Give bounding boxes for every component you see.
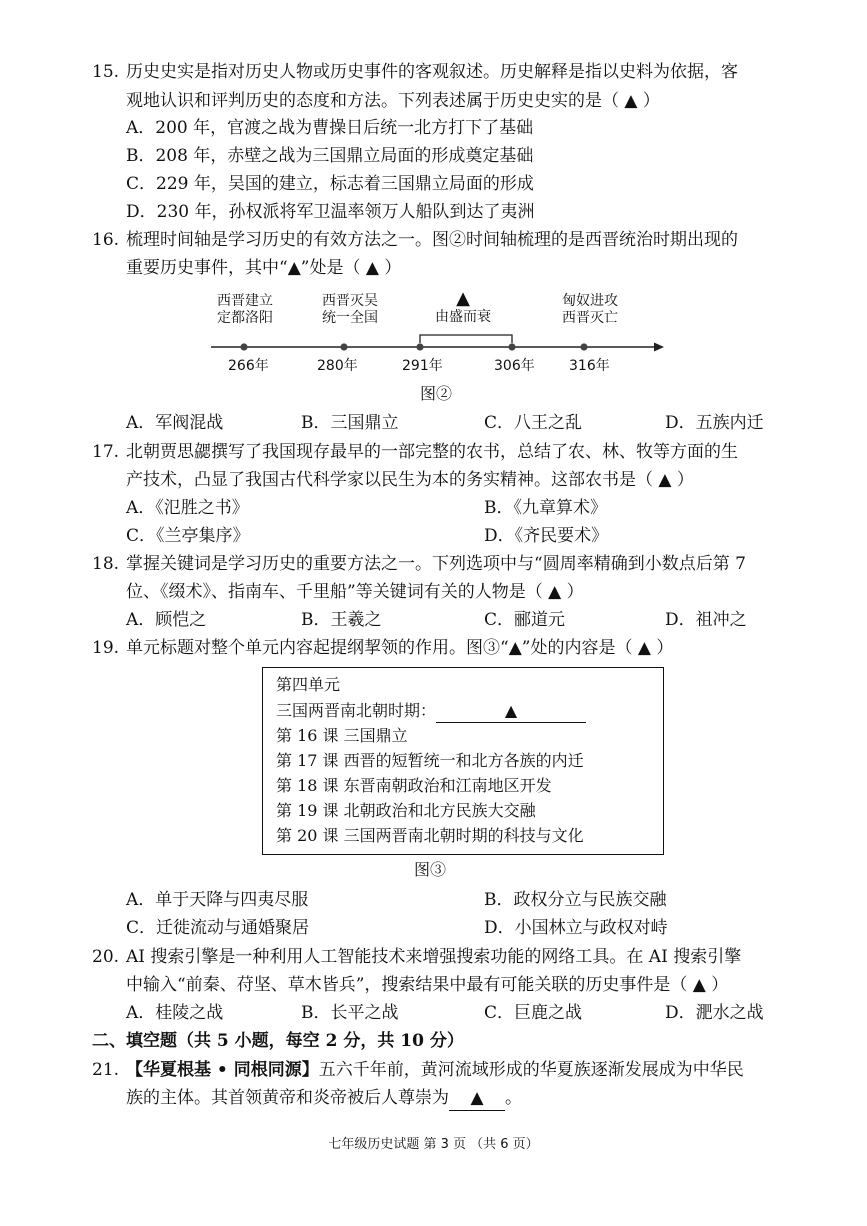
question-text: 产技术，凸显了我国古代科学家以民生为本的务实精神。这部农书是（ ▲ ） <box>126 470 694 490</box>
unit-title: 三国两晋南北朝时期： ▲ <box>276 700 586 723</box>
question-text: 历史史实是指对历史人物或历史事件的客观叙述。历史解释是指以史料为依据，客 <box>126 62 738 82</box>
topic-tag: 【华夏根基 • 同根同源】 <box>126 1060 319 1080</box>
option-b: B．王羲之 <box>301 610 382 630</box>
lesson-item: 第 19 课 北朝政治和北方民族大交融 <box>276 801 536 820</box>
option-c: C．《兰亭集序》 <box>126 526 250 546</box>
question-number: 18. <box>92 554 120 574</box>
timeline-dot <box>416 343 423 350</box>
section-heading: 二、填空题（共 5 小题，每空 2 分，共 10 分） <box>92 1031 464 1051</box>
question-text: AI 搜索引擎是一种利用人工智能技术来增强搜索功能的网络工具。在 AI 搜索引擎 <box>126 947 742 967</box>
unit-outline-box <box>262 667 664 855</box>
answer-blank: ▲ <box>436 700 586 723</box>
figure-caption: 图② <box>420 384 453 403</box>
question-text: 【华夏根基 • 同根同源】五六千年前，黄河流域形成的华夏族逐渐发展成为中华民 <box>126 1060 744 1080</box>
lesson-item: 第 16 课 三国鼎立 <box>276 726 408 745</box>
option-c: C．巨鹿之战 <box>484 1003 583 1023</box>
timeline-dot <box>580 343 587 350</box>
question-text: 位、《缀术》、指南车、千里船”等关键词有关的人物是（ ▲ ） <box>126 582 584 602</box>
option-b: B．三国鼎立 <box>301 413 399 433</box>
timeline-event-label: 西晋建立 定都洛阳 <box>217 293 273 326</box>
question-text: 重要历史事件，其中“▲”处是（ ▲ ） <box>126 258 402 278</box>
timeline-dot <box>240 343 247 350</box>
timeline-event-label: ▲ 由盛而衰 <box>435 288 491 325</box>
option-a: A．军阀混战 <box>126 413 224 433</box>
option-b: B．208 年，赤壁之战为三国鼎立局面的形成奠定基础 <box>126 146 534 166</box>
option-d: D．230 年，孙权派将军卫温率领万人船队到达了夷洲 <box>126 202 535 222</box>
option-a: A．单于天降与四夷尽服 <box>126 890 309 910</box>
question-text: 单元标题对整个单元内容起提纲挈领的作用。图③“▲”处的内容是（ ▲ ） <box>126 638 674 658</box>
option-b: B．《九章算术》 <box>484 498 607 518</box>
timeline-dot <box>340 343 347 350</box>
timeline-year: 291年 <box>402 358 443 374</box>
figure-caption: 图③ <box>414 860 447 879</box>
page-footer: 七年级历史试题 第 3 页 （共 6 页） <box>328 1137 539 1152</box>
option-a: A．桂陵之战 <box>126 1003 224 1023</box>
option-c: C．迁徙流动与通婚聚居 <box>126 918 310 938</box>
question-number: 16. <box>92 230 120 250</box>
option-a: A．200 年，官渡之战为曹操日后统一北方打下了基础 <box>126 118 534 138</box>
timeline-arrowhead <box>654 343 664 352</box>
question-number: 19. <box>92 638 120 658</box>
timeline-year: 306年 <box>494 358 535 374</box>
question-number: 20. <box>92 947 120 967</box>
question-text: 中输入“前秦、苻坚、草木皆兵”，搜索结果中最有可能关联的历史事件是（ ▲ ） <box>126 975 729 995</box>
timeline-graphic <box>0 0 867 400</box>
lesson-item: 第 17 课 西晋的短暂统一和北方各族的内迁 <box>276 751 584 770</box>
option-d: D．《齐民要术》 <box>484 526 609 546</box>
option-c: C．八王之乱 <box>484 413 583 433</box>
timeline-event-label: 西晋灭吴 统一全国 <box>322 293 378 326</box>
timeline-year: 316年 <box>569 358 610 374</box>
question-number: 21. <box>92 1060 120 1080</box>
question-text: 观地认识和评判历史的态度和方法。下列表述属于历史史实的是（ ▲ ） <box>126 91 660 111</box>
timeline-year: 280年 <box>317 358 358 374</box>
option-a: A．顾恺之 <box>126 610 207 630</box>
option-d: D．五族内迁 <box>665 413 764 433</box>
question-text: 掌握关键词是学习历史的重要方法之一。下列选项中与“圆周率精确到小数点后第 7 <box>126 554 746 574</box>
lesson-item: 第 20 课 三国两晋南北朝时期的科技与文化 <box>276 826 584 845</box>
question-text: 梳理时间轴是学习历史的有效方法之一。图②时间轴梳理的是西晋统治时期出现的 <box>126 230 738 250</box>
option-b: B．长平之战 <box>301 1003 399 1023</box>
timeline-event-label: 匈奴进攻 西晋灭亡 <box>562 293 618 326</box>
lesson-item: 第 18 课 东晋南朝政治和江南地区开发 <box>276 776 552 795</box>
timeline-dot <box>508 343 515 350</box>
option-b: B．政权分立与民族交融 <box>484 890 667 910</box>
question-text: 族的主体。其首领黄帝和炎帝被后人尊崇为 ▲ 。 <box>126 1086 522 1111</box>
answer-blank: ▲ <box>449 1086 505 1111</box>
option-d: D．祖冲之 <box>665 610 747 630</box>
question-text: 北朝贾思勰撰写了我国现存最早的一部完整的农书，总结了农、林、牧等方面的生 <box>126 442 738 462</box>
question-number: 15. <box>92 62 120 82</box>
option-d: D．小国林立与政权对峙 <box>484 918 668 938</box>
option-c: C．229 年，吴国的建立，标志着三国鼎立局面的形成 <box>126 174 534 194</box>
option-c: C．郦道元 <box>484 610 566 630</box>
timeline-year: 266年 <box>228 358 269 374</box>
unit-label: 第四单元 <box>276 675 341 694</box>
timeline-bracket <box>420 335 512 343</box>
option-d: D．淝水之战 <box>665 1003 764 1023</box>
question-number: 17. <box>92 442 120 462</box>
option-a: A．《氾胜之书》 <box>126 498 249 518</box>
